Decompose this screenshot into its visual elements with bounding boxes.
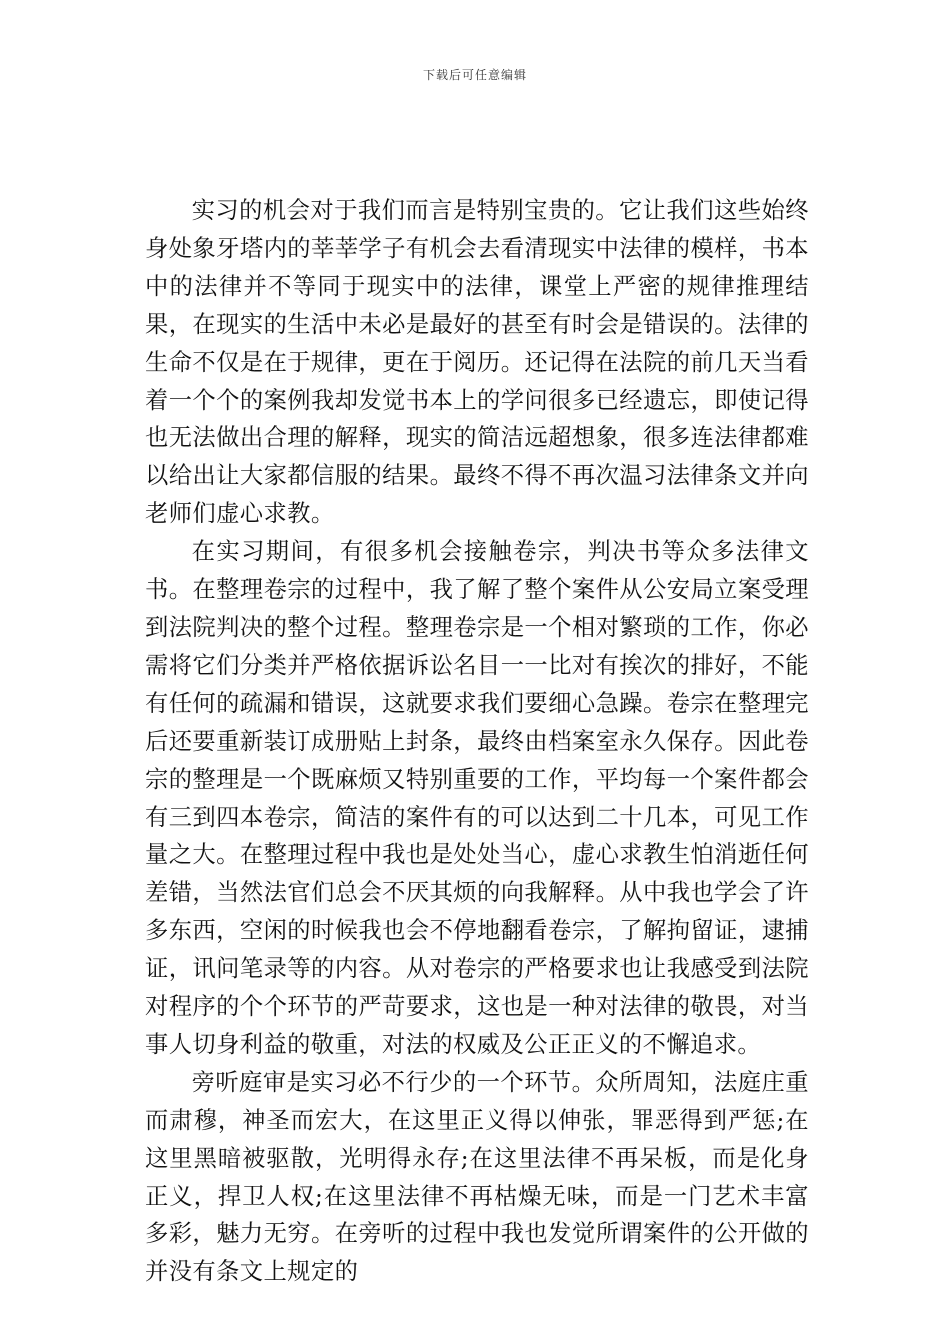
paragraph-case-files: 在实习期间，有很多机会接触卷宗，判决书等众多法律文书。在整理卷宗的过程中，我了解了整个案件从公安局立案受理到法院判决的整个过程。整理卷宗是一个相对繁琐的工作，你必需将它们分类并严格依据诉讼名目一一比对有挨次的排好，不能有任何的疏漏和错误，这就要求我们要细心急躁。卷宗在整理完后还要重新装订成册贴上封条，最终由档案室永久保存。因此卷宗的整理是一个既麻烦又特别重要的工作，平均每一个案件都会有三到四本卷宗，简洁的案件有的可以达到二十几本，可见工作量之大。在整理过程中我也是处处当心，虚心求教生怕消逝任何差错，当然法官们总会不厌其烦的向我解释。从中我也学会了许多东西，空闲的时候我也会不停地翻看卷宗，了解拘留证，逮捕证，讯问笔录等的内容。从对卷宗的严格要求也让我感受到法院对程序的个个环节的严苛要求，这也是一种对法律的敬畏，对当事人切身利益的敬重，对法的权威及公正正义的不懈追求。 <box>145 538 809 1058</box>
paragraph-court-hearing: 旁听庭审是实习必不行少的一个环节。众所周知，法庭庄重而肃穆，神圣而宏大，在这里正义得以伸张，罪恶得到严惩;在这里黑暗被驱散，光明得永存;在这里法律不再呆板，而是化身正义，捍卫人权;在这里法律不再枯燥无味，而是一门艺术丰富多彩，魅力无穷。在旁听的过程中我也发觉所谓案件的公开做的并没有条文上规定的 <box>145 1068 809 1286</box>
paragraph-internship-value: 实习的机会对于我们而言是特别宝贵的。它让我们这些始终身处象牙塔内的莘莘学子有机会去看清现实中法律的模样，书本中的法律并不等同于现实中的法律，课堂上严密的规律推理结果，在现实的生活中未必是最好的甚至有时会是错误的。法律的生命不仅是在于规律，更在于阅历。还记得在法院的前几天当看着一个个的案例我却发觉书本上的学问很多已经遗忘，即使记得也无法做出合理的解释，现实的简洁远超想象，很多连法律都难以给出让大家都信服的结果。最终不得不再次温习法律条文并向老师们虚心求教。 <box>145 197 809 528</box>
page-header: 下载后可任意编辑 <box>422 68 527 82</box>
document-body <box>145 192 809 1291</box>
